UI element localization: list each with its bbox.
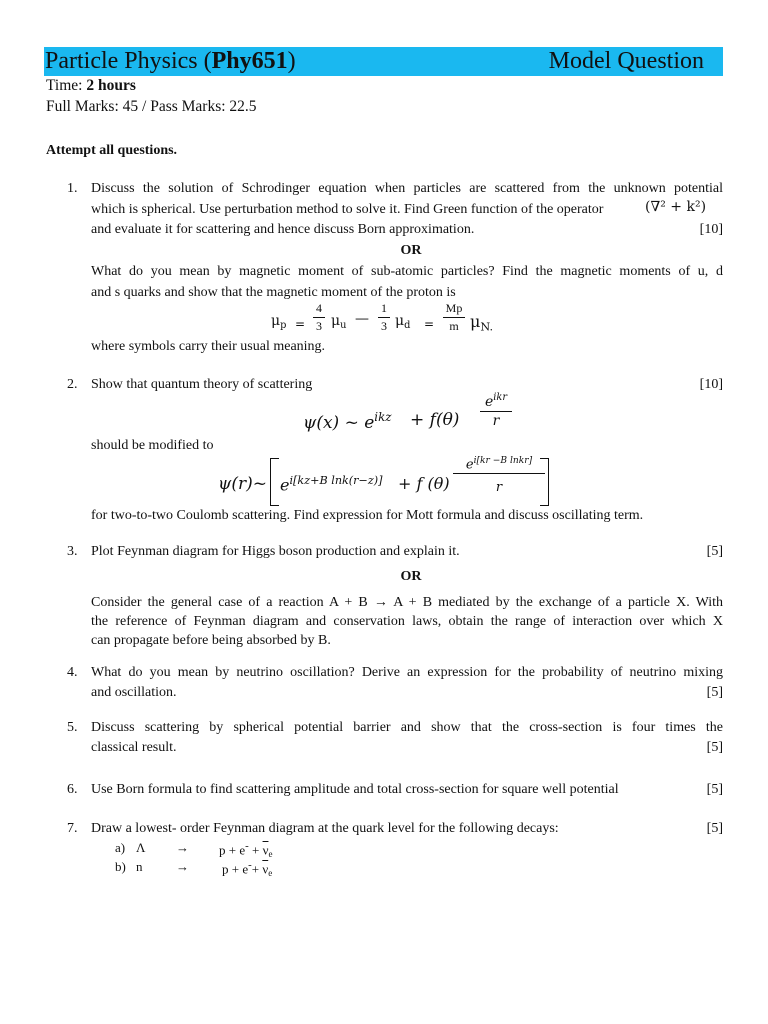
q3-line-1: Plot Feynman diagram for Higgs boson production and explain it. (91, 544, 460, 559)
q5-line-1: Discuss scattering by spherical potential barrier and show that the cross-section is four times the (91, 720, 723, 735)
q2-line-2: should be modified to (91, 438, 214, 453)
q7-number: 7. (67, 821, 78, 836)
q1-line-1: Discuss the solution of Schrodinger equation when particles are scattered from the unknown potential (91, 181, 723, 196)
q5-line-2: classical result. (91, 740, 177, 755)
model-question-title: Model Question (548, 48, 704, 74)
q3-marks: [5] (706, 544, 723, 559)
q2-number: 2. (67, 377, 78, 392)
q1-line-5: and s quarks and show that the magnetic moment of the proton is (91, 285, 456, 300)
q5-marks: [5] (706, 740, 723, 755)
q1-operator: (∇² + k²) (645, 199, 707, 215)
q1-line-4: What do you mean by magnetic moment of sub-atomic particles? Find the magnetic moments of u, d (91, 264, 723, 279)
q6-line-1: Use Born formula to find scattering amplitude and total cross-section for square well potential (91, 782, 619, 797)
time-line: Time: 2 hours (46, 77, 136, 94)
q1-marks: [10] (699, 222, 723, 237)
q6-marks: [5] (706, 782, 723, 797)
q4-line-2: and oscillation. (91, 685, 177, 700)
q2-marks: [10] (699, 377, 723, 392)
q4-line-1: What do you mean by neutrino oscillation? Derive an expression for the probability of neutrino mixing (91, 665, 723, 680)
q7-marks: [5] (706, 821, 723, 836)
q2-line-1: Show that quantum theory of scattering (91, 377, 313, 392)
left-bracket (270, 458, 279, 506)
q1-line-6: where symbols carry their usual meaning. (91, 339, 326, 354)
course-title: Particle Physics (Phy651) (45, 48, 296, 74)
q6-number: 6. (67, 782, 78, 797)
q3-number: 3. (67, 544, 78, 559)
full-marks-line: Full Marks: 45 / Pass Marks: 22.5 (46, 98, 257, 115)
instruction: Attempt all questions. (46, 143, 178, 158)
q4-number: 4. (67, 665, 78, 680)
q1-or: OR (400, 243, 422, 258)
q1-number: 1. (67, 181, 78, 196)
right-bracket (540, 458, 549, 506)
q1-line-2: which is spherical. Use perturbation method to solve it. Find Green function of the operator (91, 202, 604, 217)
q7-line-1: Draw a lowest- order Feynman diagram at the quark level for the following decays: (91, 821, 559, 836)
q1-line-3: and evaluate it for scattering and hence discuss Born approximation. (91, 222, 475, 237)
q3-or: OR (400, 569, 422, 584)
q3-line-2: Consider the general case of a reaction A + B → A + B mediated by the exchange of a particle X. With (91, 595, 723, 610)
course-code: Phy651 (211, 48, 288, 74)
q3-line-3: the reference of Feynman diagram and conservation laws, obtain the range of interaction over which X (91, 614, 723, 629)
q5-number: 5. (67, 720, 78, 735)
title-banner (44, 47, 723, 76)
q2-line-3: for two-to-two Coulomb scattering. Find expression for Mott formula and discuss oscillating term. (91, 508, 644, 523)
q4-marks: [5] (706, 685, 723, 700)
q3-line-4: can propagate before being absorbed by B. (91, 633, 331, 648)
